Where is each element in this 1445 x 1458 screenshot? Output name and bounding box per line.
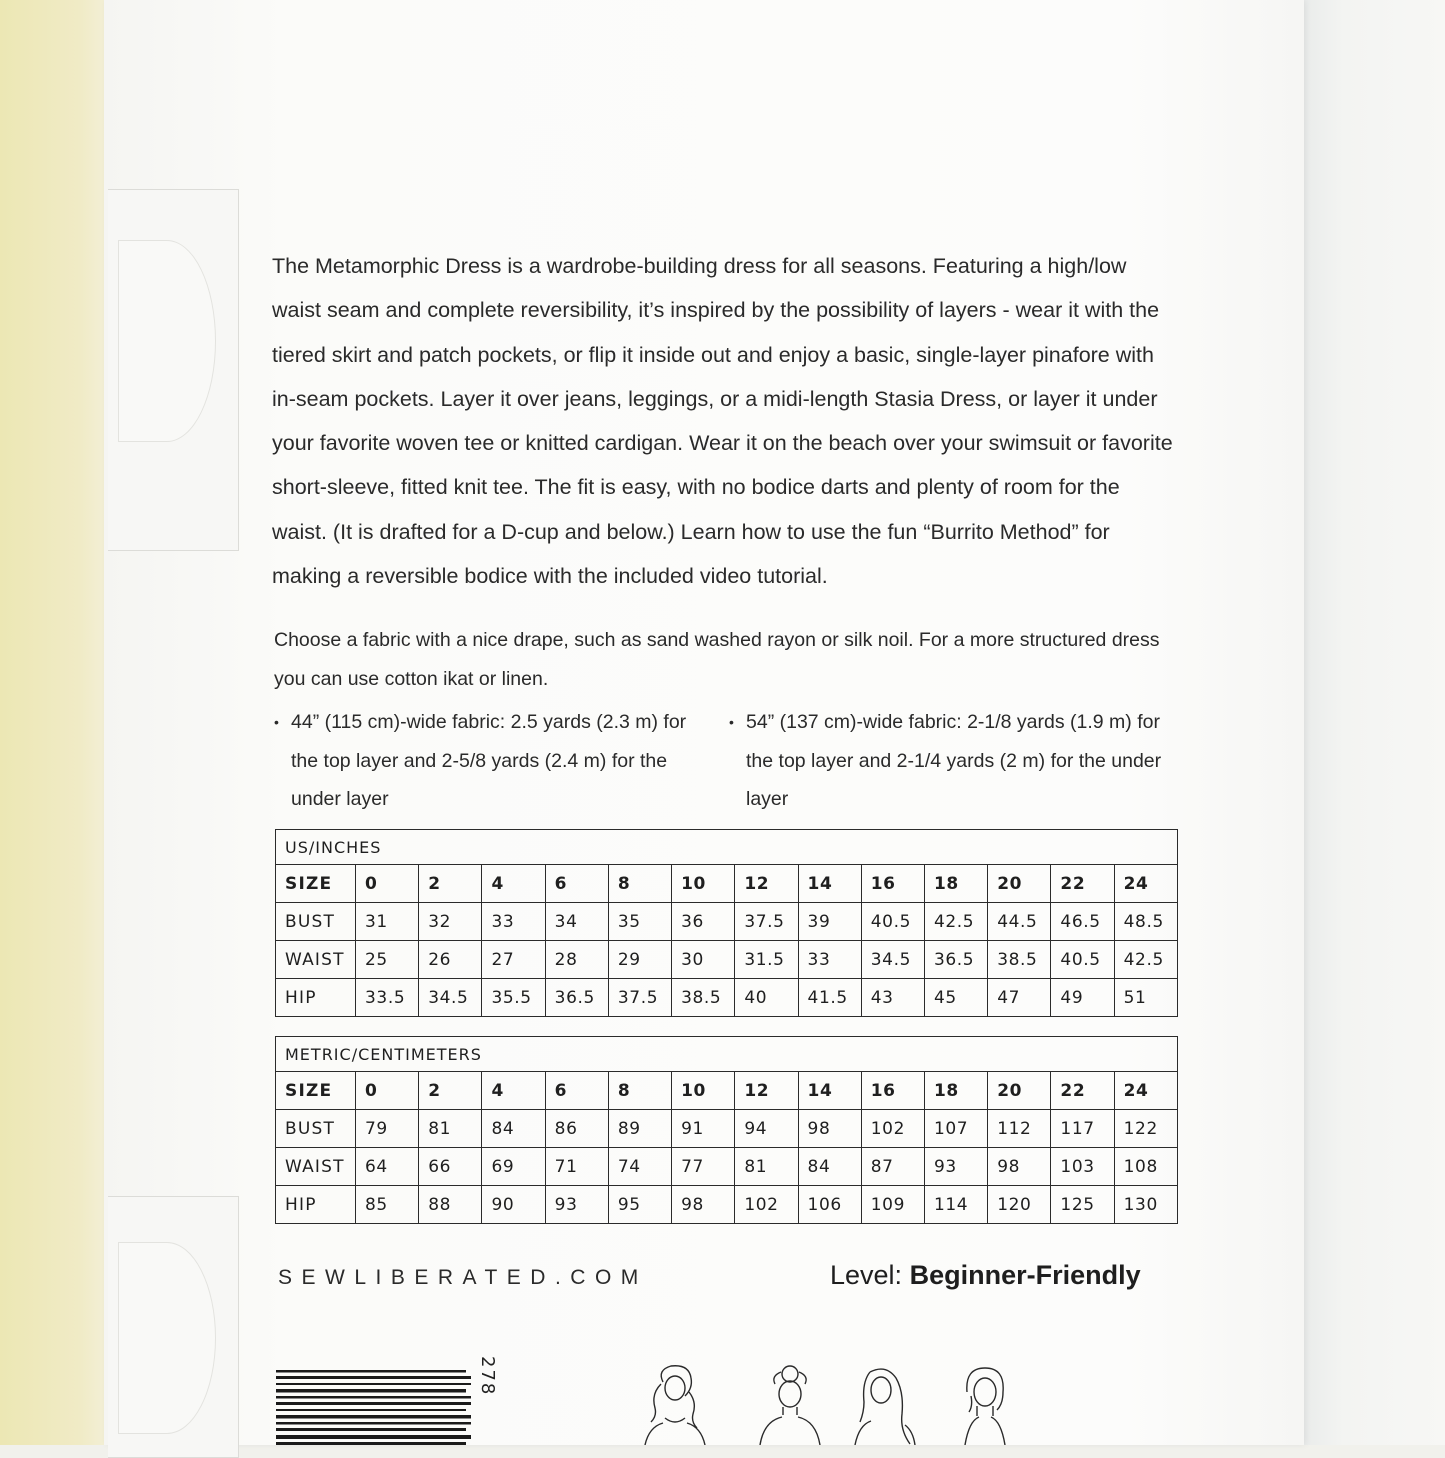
size-header-cell: 4 [482, 865, 545, 903]
measurement-cell: 35 [608, 903, 671, 941]
measurement-cell: 69 [482, 1148, 545, 1186]
measurement-cell: 109 [861, 1186, 924, 1224]
measurement-cell: 64 [356, 1148, 419, 1186]
size-header-cell: 0 [356, 1072, 419, 1110]
table-row [276, 979, 1178, 1017]
measurement-cell: 89 [608, 1110, 671, 1148]
size-header-cell: 24 [1114, 1072, 1177, 1110]
measurement-cell: 47 [988, 979, 1051, 1017]
measurement-cell: 122 [1114, 1110, 1177, 1148]
size-header-cell: 12 [735, 865, 798, 903]
size-header-cell: 6 [545, 1072, 608, 1110]
measurement-label: HIP [276, 1186, 356, 1224]
measurement-cell: 95 [608, 1186, 671, 1224]
measurement-cell: 93 [924, 1148, 987, 1186]
model-illustrations [625, 1362, 1045, 1445]
measurement-cell: 33 [798, 941, 861, 979]
measurement-cell: 94 [735, 1110, 798, 1148]
measurement-cell: 27 [482, 941, 545, 979]
measurement-cell: 31.5 [735, 941, 798, 979]
measurement-cell: 114 [924, 1186, 987, 1224]
measurement-cell: 40.5 [1051, 941, 1114, 979]
size-header-cell: 14 [798, 1072, 861, 1110]
measurement-cell: 32 [419, 903, 482, 941]
measurement-cell: 46.5 [1051, 903, 1114, 941]
size-header-cell: 16 [861, 865, 924, 903]
measurement-cell: 37.5 [735, 903, 798, 941]
table-caption: US/INCHES [276, 830, 1178, 865]
envelope-tab-bottom [108, 1196, 239, 1458]
yardage-list [272, 703, 1182, 819]
measurement-cell: 30 [672, 941, 735, 979]
measurement-cell: 37.5 [608, 979, 671, 1017]
measurement-cell: 130 [1114, 1186, 1177, 1224]
measurement-cell: 107 [924, 1110, 987, 1148]
pattern-description: The Metamorphic Dress is a wardrobe-building dress for all seasons. Featuring a high/low waist seam and complete reversibility, it’s inspired by the possibility of layers - wear it with the tiered skirt and patch pockets, or flip it inside out and enjoy a basic, single-layer pinafore with in-seam pockets. Layer it over jeans, leggings, or a midi-length Stasia Dress, or layer it under your favorite woven tee or knitted cardigan. Wear it on the beach over your swimsuit or favorite short-sleeve, fitted knit tee. The fit is easy, with no bodice darts and plenty of room for the waist. (It is drafted for a D-cup and below.) Learn how to use the fun “Burrito Method” for making a reversible bodice with the included video tutorial. [272, 254, 1173, 589]
size-header-cell: 18 [924, 865, 987, 903]
yardage-item-44: • 44” (115 cm)-wide fabric: 2.5 yards (2.3 m) for the top layer and 2-5/8 yards (2.4 m) for the under layer [272, 703, 715, 819]
figure-3-illustration [855, 1369, 915, 1445]
measurement-label: HIP [276, 979, 356, 1017]
measurement-cell: 36.5 [545, 979, 608, 1017]
measurement-cell: 36.5 [924, 941, 987, 979]
size-header-cell: 22 [1051, 865, 1114, 903]
measurement-cell: 49 [1051, 979, 1114, 1017]
measurement-cell: 31 [356, 903, 419, 941]
measurement-cell: 42.5 [924, 903, 987, 941]
background-right [1300, 0, 1445, 1445]
measurement-cell: 74 [608, 1148, 671, 1186]
level-label: Level: [830, 1260, 903, 1290]
measurement-label: WAIST [276, 1148, 356, 1186]
size-header-cell: 24 [1114, 865, 1177, 903]
figure-1-illustration [645, 1366, 705, 1445]
table-header-row [276, 1072, 1178, 1110]
size-header-cell: 2 [419, 865, 482, 903]
measurement-cell: 79 [356, 1110, 419, 1148]
size-header-cell: 4 [482, 1072, 545, 1110]
size-label: SIZE [276, 1072, 356, 1110]
measurement-cell: 87 [861, 1148, 924, 1186]
tab-cutout [118, 1242, 216, 1434]
size-header-cell: 0 [356, 865, 419, 903]
measurement-cell: 28 [545, 941, 608, 979]
measurement-cell: 43 [861, 979, 924, 1017]
barcode-digits: 278 [477, 1356, 498, 1397]
measurement-cell: 117 [1051, 1110, 1114, 1148]
measurement-cell: 85 [356, 1186, 419, 1224]
measurement-cell: 108 [1114, 1148, 1177, 1186]
measurement-cell: 45 [924, 979, 987, 1017]
size-chart-metric [275, 1036, 1178, 1224]
measurement-cell: 98 [672, 1186, 735, 1224]
measurement-cell: 103 [1051, 1148, 1114, 1186]
measurement-cell: 38.5 [988, 941, 1051, 979]
envelope-tab-top [108, 189, 239, 551]
measurement-cell: 125 [1051, 1186, 1114, 1224]
measurement-cell: 26 [419, 941, 482, 979]
size-header-cell: 10 [672, 1072, 735, 1110]
size-header-cell: 10 [672, 865, 735, 903]
measurement-cell: 102 [735, 1186, 798, 1224]
measurement-cell: 36 [672, 903, 735, 941]
table-row [276, 1148, 1178, 1186]
measurement-label: BUST [276, 1110, 356, 1148]
figure-2-illustration [760, 1366, 820, 1445]
measurement-cell: 25 [356, 941, 419, 979]
measurement-cell: 90 [482, 1186, 545, 1224]
measurement-cell: 112 [988, 1110, 1051, 1148]
measurement-cell: 81 [735, 1148, 798, 1186]
measurement-cell: 41.5 [798, 979, 861, 1017]
barcode [276, 1370, 496, 1445]
measurement-cell: 44.5 [988, 903, 1051, 941]
measurement-label: BUST [276, 903, 356, 941]
size-header-cell: 20 [988, 865, 1051, 903]
measurement-cell: 66 [419, 1148, 482, 1186]
size-header-cell: 18 [924, 1072, 987, 1110]
figure-4-illustration [965, 1368, 1005, 1445]
measurement-cell: 48.5 [1114, 903, 1177, 941]
level-value: Beginner-Friendly [909, 1260, 1141, 1290]
size-header-cell: 14 [798, 865, 861, 903]
size-header-cell: 12 [735, 1072, 798, 1110]
measurement-cell: 40 [735, 979, 798, 1017]
size-label: SIZE [276, 865, 356, 903]
size-chart-us [275, 829, 1178, 1017]
size-header-cell: 2 [419, 1072, 482, 1110]
measurement-cell: 38.5 [672, 979, 735, 1017]
tab-cutout [118, 240, 216, 442]
measurement-cell: 42.5 [1114, 941, 1177, 979]
measurement-cell: 34.5 [419, 979, 482, 1017]
measurement-cell: 98 [988, 1148, 1051, 1186]
size-header-cell: 8 [608, 865, 671, 903]
table-row [276, 903, 1178, 941]
measurement-cell: 71 [545, 1148, 608, 1186]
measurement-cell: 98 [798, 1110, 861, 1148]
yardage-item-54: • 54” (137 cm)-wide fabric: 2-1/8 yards (1.9 m) for the top layer and 2-1/4 yards (2 m) for the under layer [727, 703, 1170, 819]
measurement-cell: 34 [545, 903, 608, 941]
skill-level [830, 1260, 1141, 1291]
size-header-cell: 16 [861, 1072, 924, 1110]
measurement-cell: 84 [482, 1110, 545, 1148]
size-header-cell: 20 [988, 1072, 1051, 1110]
measurement-cell: 35.5 [482, 979, 545, 1017]
background-left [0, 0, 115, 1445]
measurement-cell: 93 [545, 1186, 608, 1224]
measurement-cell: 81 [419, 1110, 482, 1148]
measurement-cell: 84 [798, 1148, 861, 1186]
measurement-cell: 86 [545, 1110, 608, 1148]
measurement-cell: 39 [798, 903, 861, 941]
measurement-cell: 77 [672, 1148, 735, 1186]
measurement-cell: 102 [861, 1110, 924, 1148]
size-header-cell: 6 [545, 865, 608, 903]
measurement-label: WAIST [276, 941, 356, 979]
measurement-cell: 33 [482, 903, 545, 941]
size-header-cell: 22 [1051, 1072, 1114, 1110]
measurement-cell: 29 [608, 941, 671, 979]
fabric-recommendation: Choose a fabric with a nice drape, such as sand washed rayon or silk noil. For a more structured dress you can use cotton ikat or linen. [274, 629, 1160, 690]
measurement-cell: 91 [672, 1110, 735, 1148]
table-caption: METRIC/CENTIMETERS [276, 1037, 1178, 1072]
table-row [276, 941, 1178, 979]
size-header-cell: 8 [608, 1072, 671, 1110]
measurement-cell: 106 [798, 1186, 861, 1224]
measurement-cell: 120 [988, 1186, 1051, 1224]
measurement-cell: 33.5 [356, 979, 419, 1017]
measurement-cell: 40.5 [861, 903, 924, 941]
table-row [276, 1110, 1178, 1148]
measurement-cell: 34.5 [861, 941, 924, 979]
measurement-cell: 51 [1114, 979, 1177, 1017]
table-header-row [276, 865, 1178, 903]
measurement-cell: 88 [419, 1186, 482, 1224]
website-url: SEWLIBERATED.COM [278, 1266, 648, 1289]
table-row [276, 1186, 1178, 1224]
